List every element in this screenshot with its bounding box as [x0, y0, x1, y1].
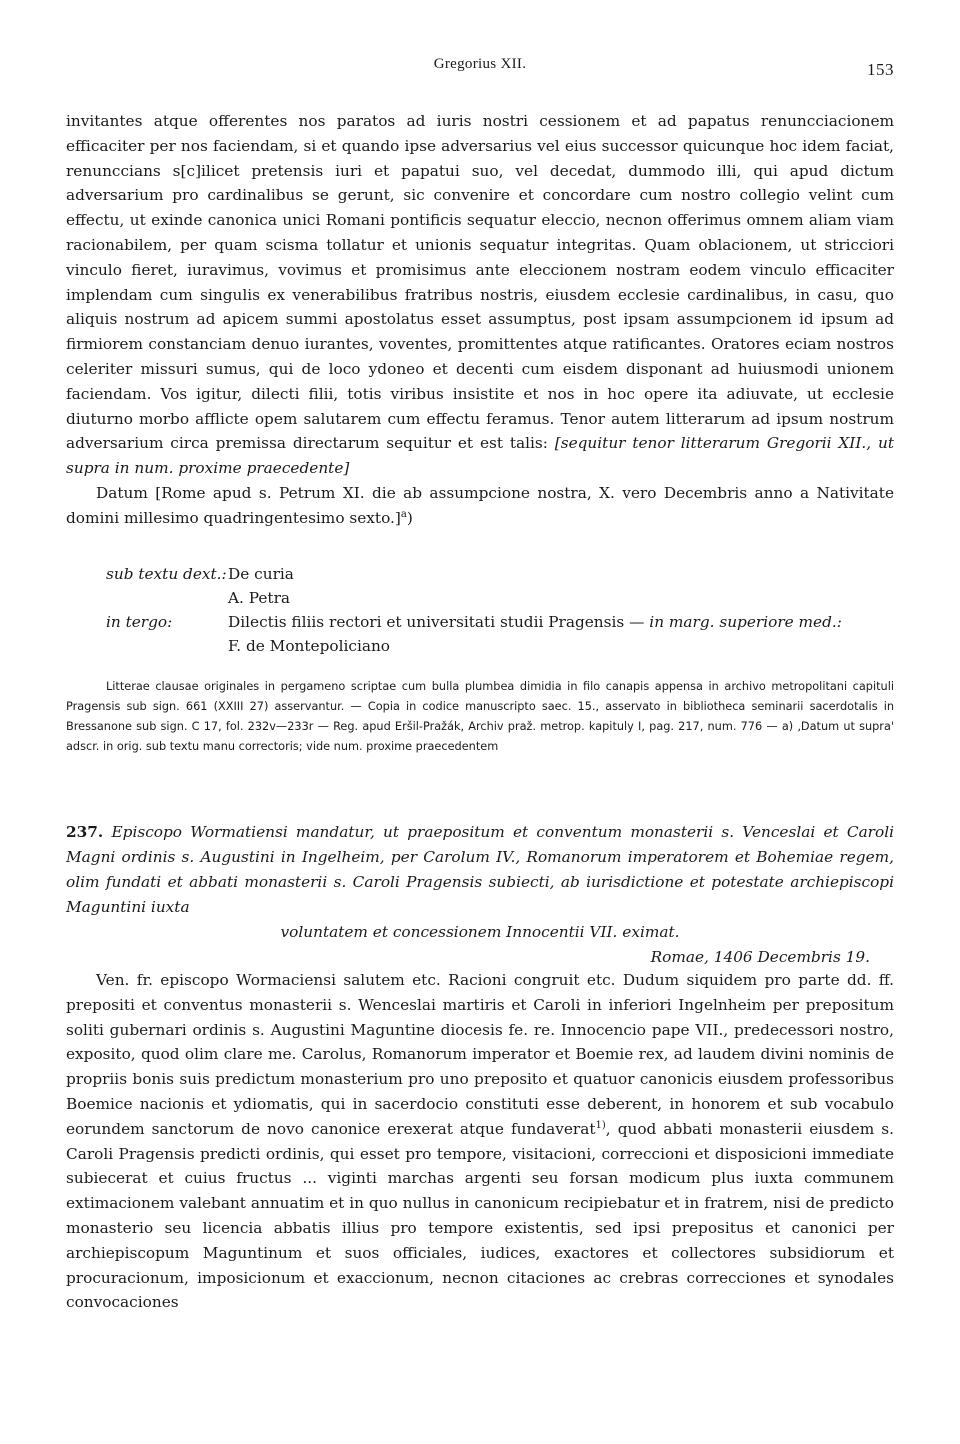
editorial-note-inline: [sequitur tenor litterarum Gregorii XII., ut supra in num. proxime praecedente] — [66, 434, 894, 478]
document-text-a: Ven. fr. episcopo Wormaciensi salutem etc. Racioni congruit etc. Dudum siquidem pro parte dd. ff. prepositi et conventus monasterii s. Wenceslai martiris et Caroli in inferiori Ingelnheim per prepositum soliti gubernari ordinis s. Augustini Maguntine diocesis fe. re. Innocencio pape VII., predecessori nostro, exposito, quod olim clare me. Carolus, Romanorum imperator et Boemie rex, ad laudem divini nominis de propriis bonis suis predictum monasterium pro uno preposito et quatuor canonicis eiusdem professoribus Boemice nacionis et ydiomatis, qui in sacerdocio constituti esse deberent, in honorem et sub vocabulo eorundem sanctorum de novo canonice erexerat atque fundaverat — [66, 971, 894, 1138]
address-text: Dilectis filiis rectori et universitati studii Pragensis — — [228, 613, 645, 631]
subscription-row — [106, 586, 896, 610]
datum-text: Datum [Rome apud s. Petrum XI. die ab assumpcione nostra, X. vero Decembris anno a Nativitate domini millesimo quadringentesimo sexto.] — [66, 483, 894, 527]
subscription-row — [106, 634, 896, 658]
running-title: Gregorius XII. — [433, 56, 527, 72]
petra-text: A. Petra — [228, 589, 291, 607]
sub-textu-label: sub textu dext.: — [106, 565, 227, 583]
document-text — [66, 968, 894, 1315]
paragraph-document — [66, 968, 894, 1315]
document-text-b: , quod abbati monasterii eiusdem s. Caroli Pragensis predicti ordinis, qui esset pro tempore, visitacioni, correccioni et disposicioni immediate subiecerat et cuius fructus ... viginti marchas argenti seu forsan modicum plus iuxta communem extimacionem valebant annuatim et in quo nullus in canonicum recipiebatur et in fratrem, nisi de predicto monasterio seu licencia abbatis illius pro tempore existentis, sed ipsi prepositus et canonici per archiepiscopum Maguntinum et suos officiales, iudices, exactores et collectores subsidiorum et procuracionum, imposicionum et exaccionum, necnon citaciones ac crebras correcciones et synodales convocaciones — [66, 1119, 894, 1312]
page-number: 153 — [867, 60, 894, 79]
address-note: in marg. superiore med.: — [649, 613, 842, 631]
place-date: Romae, 1406 Decembris 19. — [650, 948, 870, 966]
subscriptions — [106, 562, 896, 658]
curia-text: De curia — [228, 565, 294, 583]
apparatus-note: Litterae clausae originales in pergameno scriptae cum bulla plumbea dimidia in filo canapis appensa in archivo metropolitani capituli Pragensis sub sign. 661 (XXIII 27) asservantur. — Copia in codice manuscripto saec. 15., asservato in bibliotheca seminarii sacerdotalis in Bressanone sub sign. C 17, fol. 232v—233r — Reg. apud Eršil-Pražák, Archiv praž. metrop. kapituly I, pag. 217, num. 776 — a) ‚Datum ut supra' adscr. in orig. sub textu manu correctoris; vide num. proxime praecedentem — [66, 680, 894, 753]
in-tergo-label: in tergo: — [106, 613, 173, 631]
page-header — [66, 56, 894, 86]
regest-text: Episcopo Wormatiensi mandatur, ut praepositum et conventum monasterii s. Venceslai et Caroli Magni ordinis s. Augustini in Ingelheim, per Carolum IV., Romanorum imperatorem et Bohemiae regem, olim fundati et abbati monasterii s. Caroli Pragensis subiecti, ab iurisdictione et potestate archiepiscopi Maguntini iuxta — [66, 823, 894, 916]
paragraph-main-text: invitantes atque offerentes nos paratos ad iuris nostri cessionem et ad papatus renuncciacionem efficaciter per nos faciendam, si et quando ipse adversarius vel eius successor quicunque hoc idem faciat, renunccians s[c]ilicet pretensis iuri et papatui suo, vel decedat, dummodo illi, qui apud dictum adversarium pro cardinalibus se gerunt, sic convenire et concordare cum nostro collegio velint cum effectu, ut exinde canonica unici Romani pontificis sequatur eleccio, necnon offerimus omnem aliam viam racionabilem, per quam scisma tollatur et unionis sequatur integritas. Quam oblacionem, ut stricciori vinculo fieret, iuravimus, vovimus et promisimus ante eleccionem nostram eodem vinculo efficaciter implendam cum singulis ex venerabilibus fratribus nostris, eiusdem ecclesie cardinalibus, in casu, quo aliquis nostrum ad apicem summi apostolatus esset assumptus, post ipsam assumpcionem id ipsum ad firmiorem constanciam denuo iurantes, voventes, promittentes atque ratificantes. Oratores eciam nostros celeriter missuri sumus, qui de loco ydoneo et decenti cum eisdem disponant ad huiusmodi unionem faciendam. Vos igitur, dilecti filii, totis viribus insistite et nos in hoc opere ita adiuvate, ut ecclesie diuturno morbo afflicte opem salutarem cum effectu feramus. Tenor autem litterarum ad ipsum nostrum adversarium circa premissa directarum sequitur et est talis: — [66, 112, 894, 453]
document-heading — [66, 820, 894, 970]
footnote-mark: a — [400, 508, 407, 520]
datum-line: Datum [Rome apud s. Petrum XI. die ab assumpcione nostra, X. vero Decembris anno a Nativitate domini millesimo quadringentesimo sexto.]$^a$) — [66, 483, 894, 527]
letter-continuation — [66, 109, 894, 531]
regest-last-line: voluntatem et concessionem Innocentii VII. eximat. — [280, 923, 680, 941]
document-number: 237. — [66, 823, 104, 841]
subscription-row — [106, 610, 896, 634]
subscription-row — [106, 562, 896, 586]
footnote-mark: 1) — [595, 1119, 606, 1131]
signer-text: F. de Montepoliciano — [228, 637, 391, 655]
paragraph-main — [66, 109, 894, 481]
